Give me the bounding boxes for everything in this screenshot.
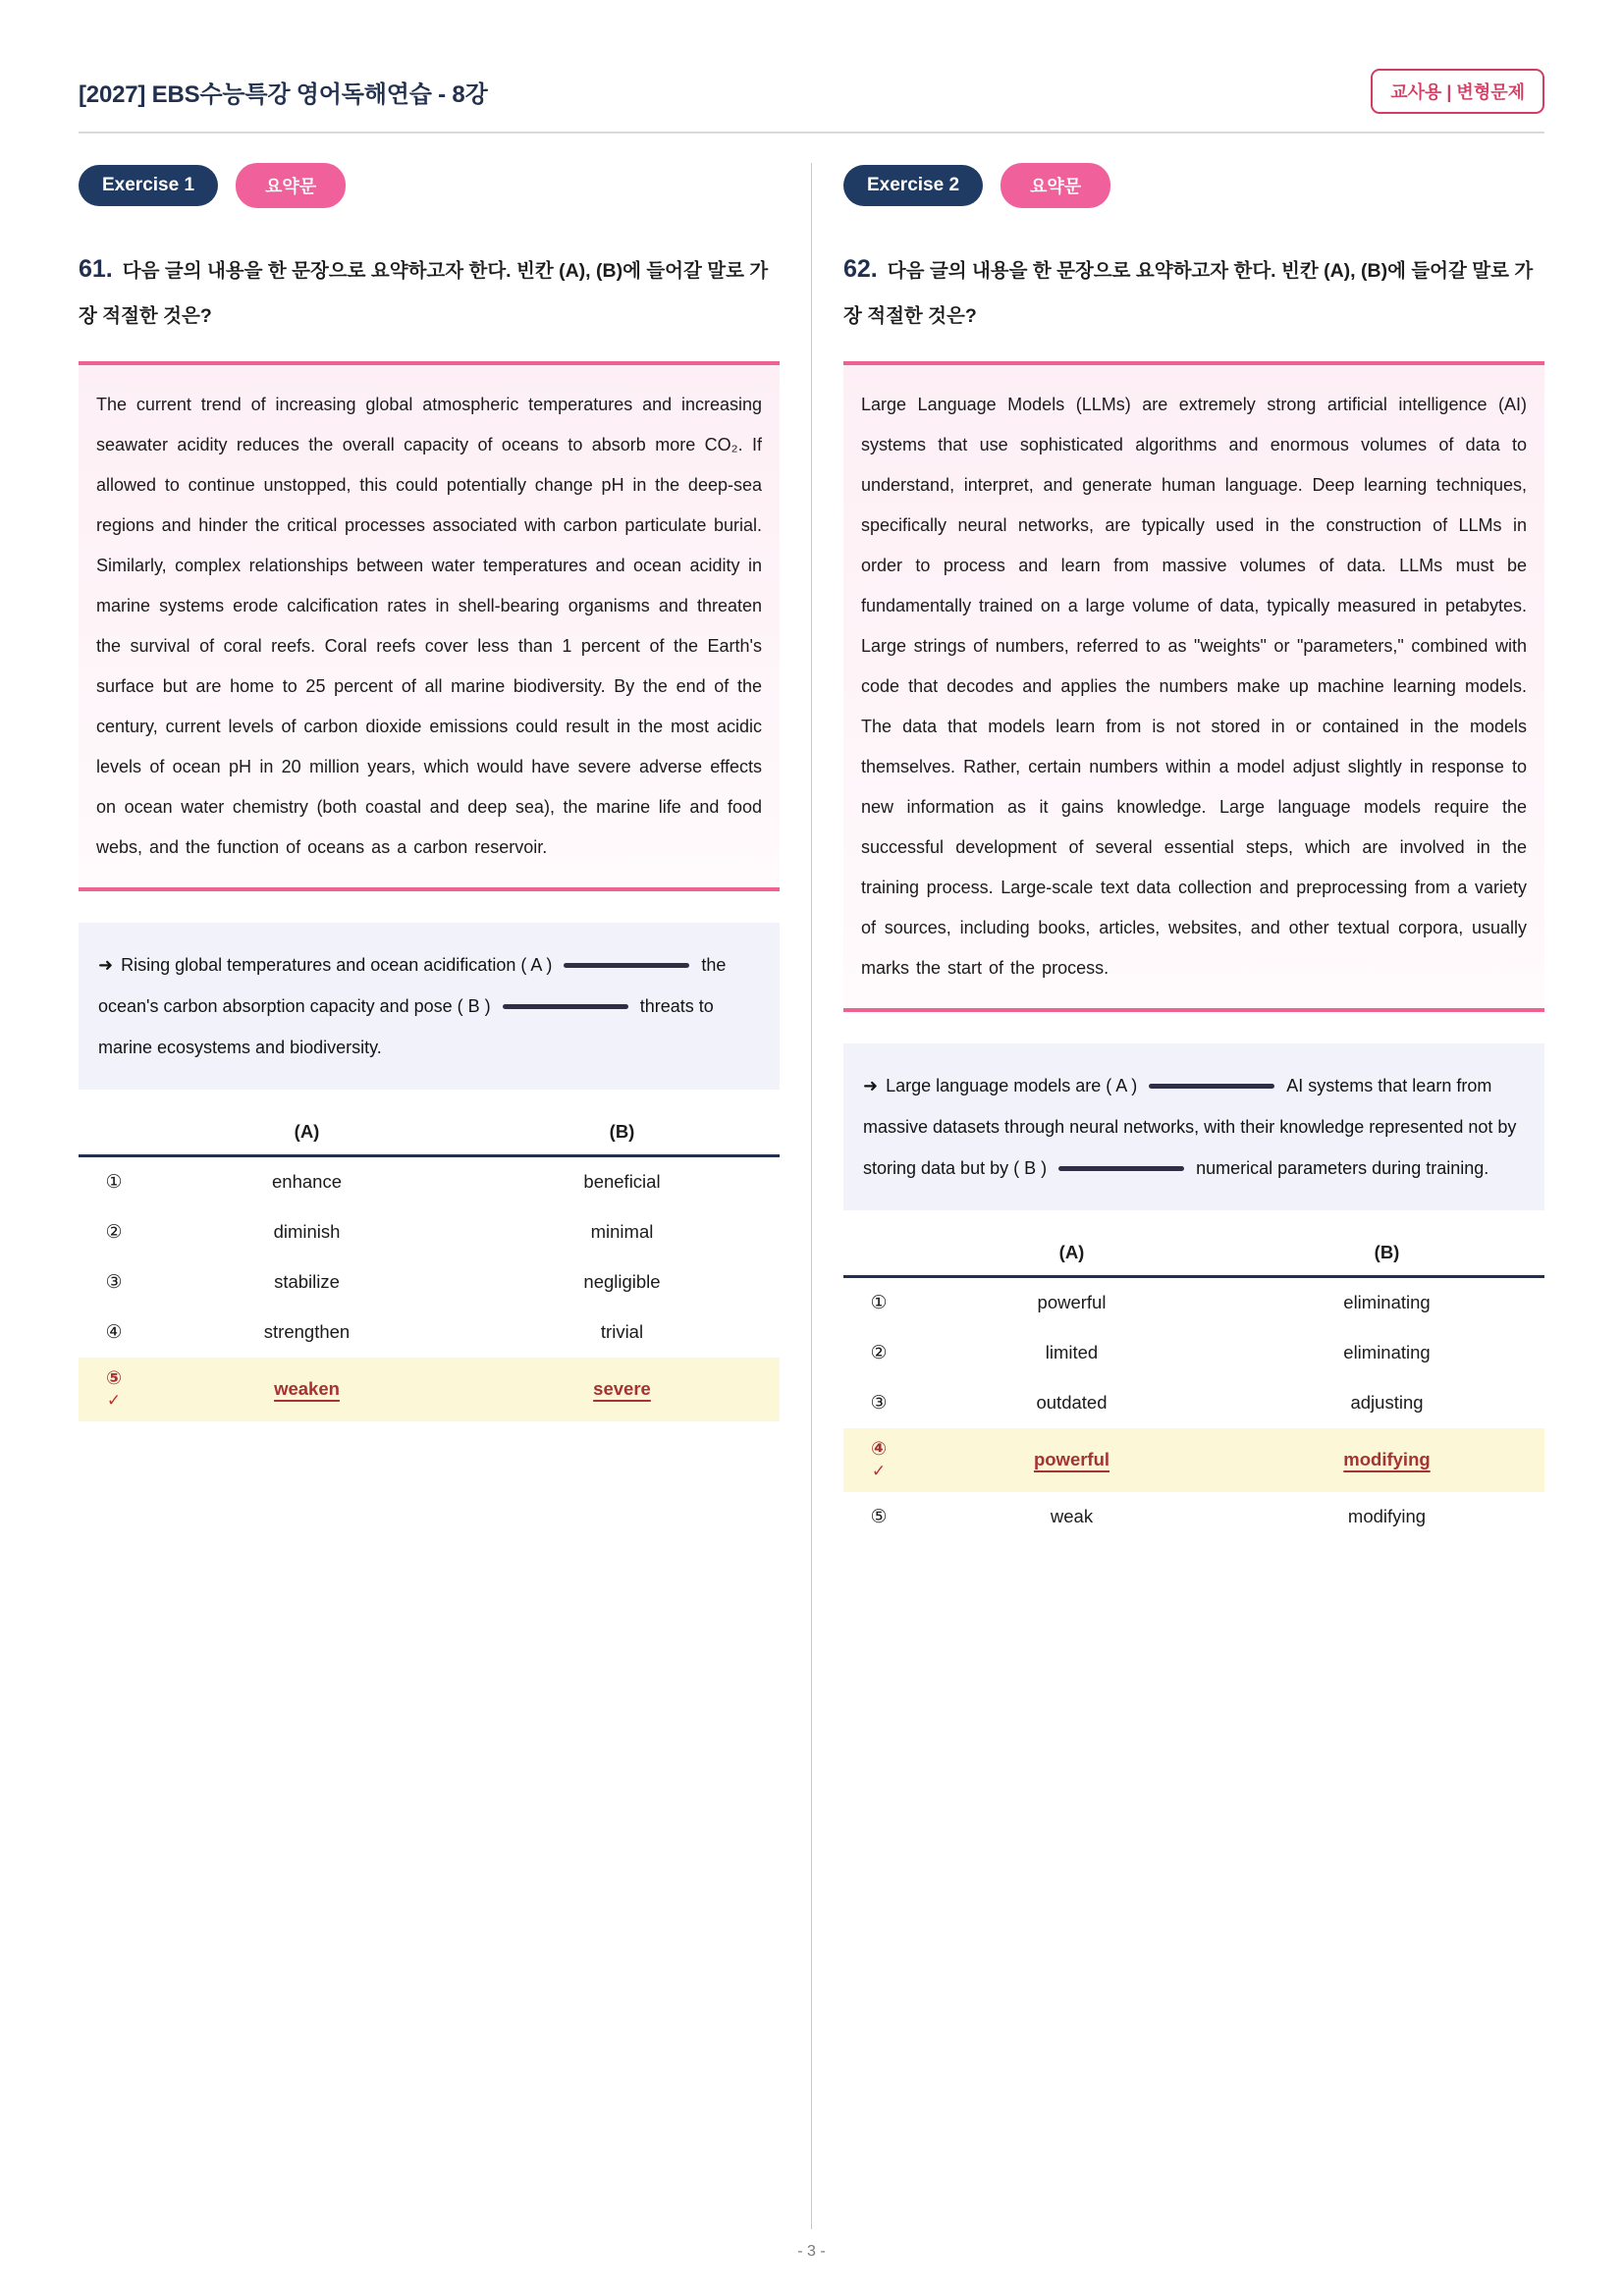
blank-line-b (1058, 1166, 1184, 1171)
option-row-2 (79, 1207, 780, 1257)
option-row-3 (79, 1257, 780, 1308)
option-number: ⑤ (870, 1506, 888, 1527)
number-column-spacer (843, 1242, 914, 1263)
question-text-61: 다음 글의 내용을 한 문장으로 요약하고자 한다. 빈칸 (A), (B)에 들어갈 말로 가장 적절한 것은? (79, 260, 769, 327)
option-a: enhance (272, 1171, 342, 1193)
options-header-61 (79, 1121, 780, 1157)
exercise-1-header (79, 163, 780, 208)
summary-segment-1: Large language models are ( A ) (886, 1075, 1138, 1095)
option-row-2 (843, 1328, 1544, 1378)
option-row-1 (79, 1157, 780, 1207)
option-number-correct (79, 1367, 149, 1412)
option-b: eliminating (1343, 1292, 1431, 1313)
option-number: ⑤ (105, 1367, 123, 1389)
passage-box-62: Large Language Models (LLMs) are extremely strong artificial intelligence (AI) systems that use sophisticated algorithms and enormous volumes of data to understand, interpret, and generate human language. Deep learning techniques, specifically neural networks, are typically used in the construction of LLMs in order to process and learn from massive volumes of data. LLMs must be fundamentally trained on a large volume of data, typically measured in petabytes. Large strings of numbers, referred to as "weights" or "parameters," combined with code that decodes and applies the numbers make up machine learning models. The data that models learn from is not stored in or contained in the models themselves. Rather, certain numbers within a model adjust slightly in response to new information as it gains knowledge. Large language models require the successful development of several essential steps, which are involved in the training process. Large-scale text data collection and preprocessing from a variety of sources, including books, articles, websites, and other textual corpora, usually marks the start of the process. (843, 361, 1544, 1012)
document-title: [2027] EBS수능특강 영어독해연습 - 8강 (79, 80, 488, 108)
option-a-correct: powerful (1033, 1449, 1110, 1470)
exercise-1-column (79, 163, 780, 2229)
option-a: outdated (1036, 1392, 1108, 1414)
option-b: minimal (590, 1221, 654, 1243)
summary-tag-pill-2: 요약문 (1001, 163, 1110, 208)
summary-segment-2: AI systems that learn from massive datasets through neural networks, with their knowledge represented not by storing data but by ( B ) (863, 1075, 1517, 1178)
blank-line-a (564, 963, 689, 968)
option-a-correct: weaken (274, 1378, 340, 1400)
options-table-62 (843, 1242, 1544, 1542)
question-text-62: 다음 글의 내용을 한 문장으로 요약하고자 한다. 빈칸 (A), (B)에 들어갈 말로 가장 적절한 것은? (843, 260, 1534, 327)
option-b: adjusting (1350, 1392, 1424, 1414)
question-number-61: 61. (79, 255, 113, 283)
option-b: trivial (600, 1321, 644, 1343)
summary-segment-1: Rising global temperatures and ocean acidification ( A ) (121, 954, 553, 975)
exercise-2-header (843, 163, 1544, 208)
option-row-3 (843, 1378, 1544, 1428)
option-number: ① (870, 1292, 888, 1313)
summary-box-61 (79, 923, 780, 1090)
option-number: ④ (870, 1438, 888, 1460)
summary-segment-3: numerical parameters during training. (1196, 1157, 1489, 1178)
option-b: beneficial (583, 1171, 661, 1193)
passage-box-61: The current trend of increasing global atmospheric temperatures and increasing seawater acidity reduces the overall capacity of oceans to absorb more CO₂. If allowed to continue unstopped, this could potentially change pH in the deep-sea regions and hinder the critical processes associated with carbon particulate burial. Similarly, complex relationships between water temperatures and ocean acidity in marine systems erode calcification rates in shell-bearing organisms and threaten the survival of coral reefs. Coral reefs cover less than 1 percent of the Earth's surface but are home to 25 percent of all marine biodiversity. By the end of the century, current levels of carbon dioxide emissions could result in the most acidic levels of ocean pH in 20 million years, which would have severe adverse effects on ocean water chemistry (both coastal and deep sea), the marine life and food webs, and the function of oceans as a carbon reservoir. (79, 361, 780, 891)
options-header-62 (843, 1242, 1544, 1278)
question-61 (79, 243, 780, 338)
option-b: eliminating (1343, 1342, 1431, 1363)
question-number-62: 62. (843, 255, 878, 283)
option-row-4 (79, 1308, 780, 1358)
option-a: diminish (273, 1221, 341, 1243)
blank-line-a (1149, 1084, 1274, 1089)
column-header-b: (B) (609, 1120, 635, 1142)
header-divider (79, 132, 1544, 133)
correct-check-icon: ✓ (871, 1462, 887, 1481)
page-number: - 3 - (797, 2243, 826, 2260)
exercise-1-badge: Exercise 1 (79, 165, 218, 206)
column-header-b: (B) (1374, 1241, 1400, 1262)
correct-check-icon: ✓ (106, 1391, 122, 1411)
summary-tag-pill-1: 요약문 (236, 163, 346, 208)
option-row-4-correct (843, 1428, 1544, 1492)
option-number: ② (105, 1221, 123, 1243)
option-number: ③ (105, 1271, 123, 1293)
two-column-layout (79, 163, 1544, 2229)
option-a: stabilize (274, 1271, 340, 1293)
number-column-spacer (79, 1121, 149, 1143)
exercise-2-column (843, 163, 1544, 2229)
option-number: ③ (870, 1392, 888, 1414)
arrow-icon: ➜ (863, 1075, 879, 1095)
summary-box-62 (843, 1043, 1544, 1210)
summary-segment-2: the ocean's carbon absorption capacity and pose ( B ) (98, 954, 727, 1016)
option-a: weak (1050, 1506, 1094, 1527)
option-row-1 (843, 1278, 1544, 1328)
option-number-correct (843, 1438, 914, 1482)
option-a: powerful (1037, 1292, 1107, 1313)
page-header (79, 69, 1544, 114)
arrow-icon: ➜ (98, 954, 114, 975)
teacher-version-badge: 교사용 | 변형문제 (1371, 69, 1544, 114)
option-row-5 (843, 1492, 1544, 1542)
option-b-correct: modifying (1343, 1449, 1431, 1470)
option-number: ④ (105, 1321, 123, 1343)
column-divider (811, 163, 812, 2229)
option-row-5-correct (79, 1358, 780, 1421)
option-a: limited (1045, 1342, 1099, 1363)
option-number: ① (105, 1171, 123, 1193)
question-62 (843, 243, 1544, 338)
blank-line-b (503, 1004, 628, 1009)
option-a: strengthen (263, 1321, 351, 1343)
option-number: ② (870, 1342, 888, 1363)
option-b: negligible (583, 1271, 661, 1293)
options-table-61 (79, 1121, 780, 1421)
summary-segment-3: threats to marine ecosystems and biodiversity. (98, 995, 714, 1057)
column-header-a: (A) (294, 1120, 320, 1142)
option-b: modifying (1347, 1506, 1427, 1527)
exercise-2-badge: Exercise 2 (843, 165, 983, 206)
option-b-correct: severe (593, 1378, 651, 1400)
column-header-a: (A) (1058, 1241, 1085, 1262)
